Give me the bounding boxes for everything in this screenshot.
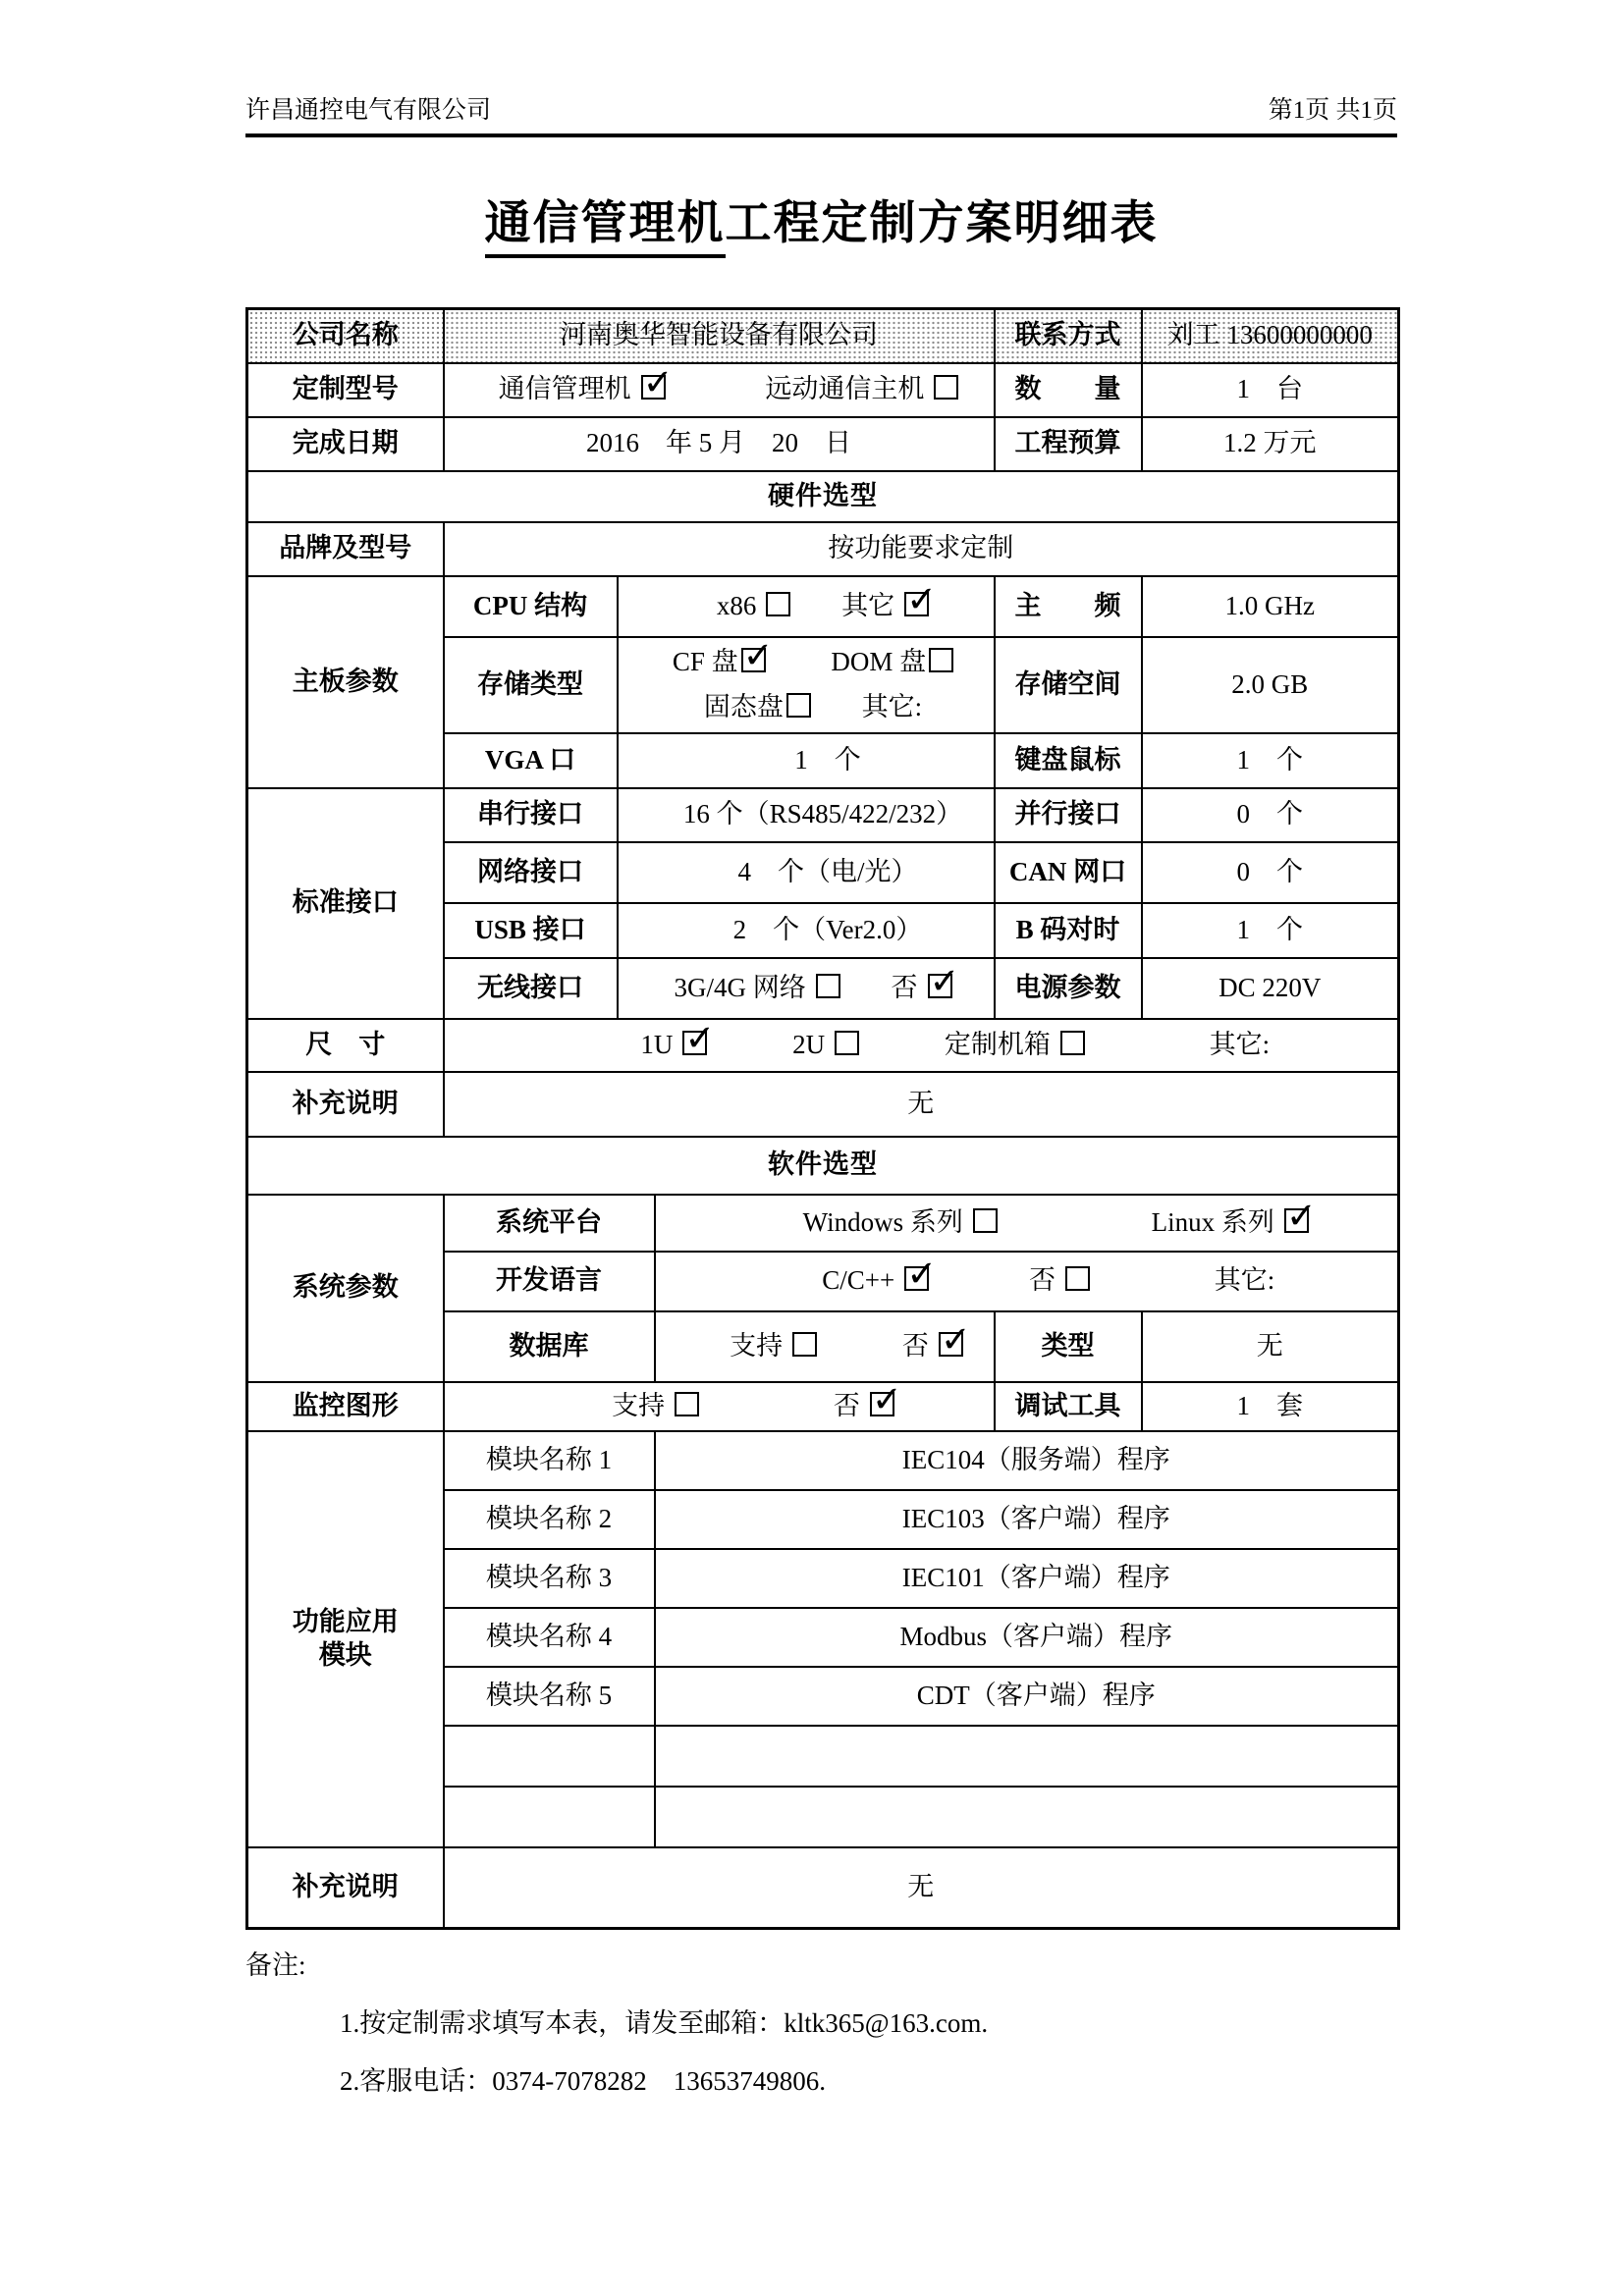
model-option2-checkbox-unchecked [934, 375, 958, 400]
title-rest-part: 工程定制方案明细表 [725, 198, 1159, 249]
row-platform [247, 1195, 1399, 1252]
cell-module7-name [444, 1787, 655, 1847]
func-group-label-line2: 模块 [318, 1639, 372, 1670]
cpu-option-other-label: 其它 [841, 590, 895, 620]
cell-module5-name: 模块名称 5 [444, 1667, 655, 1726]
model-option1-checkbox-checked [641, 362, 674, 404]
cell-space-label: 存储空间 [995, 637, 1142, 733]
row-software-section [247, 1137, 1399, 1195]
cpu-option-x86-label: x86 [716, 590, 757, 620]
cell-kb-value: 1 个 [1142, 733, 1399, 788]
cell-db-label: 数据库 [444, 1311, 655, 1382]
check-mark-icon: ✓ [929, 959, 960, 1002]
cell-company-value: 河南奥华智能设备有限公司 [444, 309, 995, 363]
cell-lang-options [655, 1252, 1399, 1311]
cell-func-group-label [247, 1431, 444, 1847]
cell-can-value: 0 个 [1142, 842, 1399, 903]
cell-power-value: DC 220V [1142, 958, 1399, 1019]
row-module-1 [247, 1431, 1399, 1490]
cell-monitor-label: 监控图形 [247, 1382, 444, 1431]
monitor-option-no-checkbox-checked [870, 1381, 902, 1420]
software-section-title: 软件选型 [247, 1137, 1399, 1195]
cell-space-value: 2.0 GB [1142, 637, 1399, 733]
cell-module3-value: IEC101（客户端）程序 [655, 1549, 1399, 1608]
check-mark-icon: ✓ [871, 1381, 902, 1420]
cell-brand-label: 品牌及型号 [247, 522, 444, 576]
row-hardware-section [247, 471, 1399, 522]
cell-model-options [444, 363, 995, 417]
check-mark-icon: ✓ [940, 1317, 971, 1361]
cell-monitor-options [444, 1382, 995, 1431]
size-option-2u-label: 2U [792, 1029, 826, 1059]
storage-option-other-label: 其它: [861, 691, 923, 721]
storage-option-ssd-checkbox-unchecked [786, 693, 811, 718]
check-mark-icon: ✓ [642, 362, 674, 404]
cell-module4-name: 模块名称 4 [444, 1608, 655, 1667]
check-mark-icon: ✓ [906, 577, 938, 620]
cell-company-label: 公司名称 [247, 309, 444, 363]
cell-module6-name [444, 1726, 655, 1787]
cell-brand-value: 按功能要求定制 [444, 522, 1399, 576]
hardware-section-title: 硬件选型 [247, 471, 1399, 522]
cell-db-type-label: 类型 [995, 1311, 1142, 1382]
storage-option-ssd-label: 固态盘 [703, 691, 784, 721]
cell-bcode-label: B 码对时 [995, 903, 1142, 958]
cell-parallel-value: 0 个 [1142, 788, 1399, 842]
lang-option-no-checkbox-unchecked [1065, 1266, 1090, 1291]
cell-parallel-label: 并行接口 [995, 788, 1142, 842]
storage-option-dom-checkbox-unchecked [929, 648, 953, 672]
footer-notes [245, 1944, 1397, 2098]
cpu-option-x86-checkbox-unchecked [766, 592, 790, 616]
note-line-1: 1.按定制需求填写本表，请发至邮箱：kltk365@163.com. [340, 2008, 989, 2038]
lang-option-no-label: 否 [1029, 1265, 1056, 1296]
cell-net-value: 4 个（电/光） [618, 842, 995, 903]
cell-usb-value: 2 个（Ver2.0） [618, 903, 995, 958]
cell-cpu-label: CPU 结构 [444, 576, 618, 637]
cell-kb-label: 键盘鼠标 [995, 733, 1142, 788]
cell-module5-value: CDT（客户端）程序 [655, 1667, 1399, 1726]
cell-net-label: 网络接口 [444, 842, 618, 903]
row-serial [247, 788, 1399, 842]
cell-wireless-label: 无线接口 [444, 958, 618, 1019]
cell-size-label: 尺 寸 [247, 1019, 444, 1072]
cell-db-options [655, 1311, 995, 1382]
lang-option-c-checkbox-checked [904, 1253, 938, 1296]
size-option-other-label: 其它: [1209, 1029, 1271, 1059]
cell-module1-name: 模块名称 1 [444, 1431, 655, 1490]
cell-sw-remark-label: 补充说明 [247, 1847, 444, 1929]
storage-option-dom-label: DOM 盘 [831, 646, 927, 676]
row-size [247, 1019, 1399, 1072]
row-monitor [247, 1382, 1399, 1431]
notes-label: 备注: [245, 1950, 306, 1980]
note-line-2: 2.客服电话：0374-7078282 13653749806. [340, 2066, 826, 2096]
row-company [247, 309, 1399, 363]
check-mark-icon: ✓ [742, 636, 774, 676]
model-option1-label: 通信管理机 [498, 374, 631, 404]
header-company-name: 许昌通控电气有限公司 [245, 97, 492, 124]
cell-stdif-group-label: 标准接口 [247, 788, 444, 1019]
row-hardware-remark [247, 1072, 1399, 1137]
storage-option-cf-label: CF 盘 [672, 646, 738, 676]
cell-lang-label: 开发语言 [444, 1252, 655, 1311]
wireless-option-3g4g-checkbox-unchecked [816, 974, 840, 998]
size-option-custom-checkbox-unchecked [1060, 1031, 1085, 1055]
cell-serial-label: 串行接口 [444, 788, 618, 842]
check-mark-icon: ✓ [1285, 1194, 1317, 1237]
cell-module3-name: 模块名称 3 [444, 1549, 655, 1608]
cpu-option-other-checkbox-checked [904, 577, 938, 620]
cell-model-label: 定制型号 [247, 363, 444, 417]
cell-storage-label: 存储类型 [444, 637, 618, 733]
cell-quantity-value: 1 台 [1142, 363, 1399, 417]
document-title [245, 187, 1397, 252]
cell-budget-value: 1.2 万元 [1142, 417, 1399, 471]
row-software-remark [247, 1847, 1399, 1929]
wireless-option-no-label: 否 [891, 972, 918, 1002]
size-option-1u-label: 1U [640, 1029, 674, 1059]
cell-bcode-value: 1 个 [1142, 903, 1399, 958]
platform-option-windows-label: Windows 系列 [802, 1206, 963, 1237]
check-mark-icon: ✓ [684, 1018, 716, 1059]
cell-power-label: 电源参数 [995, 958, 1142, 1019]
row-date [247, 417, 1399, 471]
model-option2-label: 远动通信主机 [765, 374, 925, 404]
lang-option-c-label: C/C++ [822, 1265, 895, 1296]
wireless-option-no-checkbox-checked [928, 959, 960, 1002]
cell-date-label: 完成日期 [247, 417, 444, 471]
cell-serial-value: 16 个（RS485/422/232） [618, 788, 995, 842]
monitor-option-support-checkbox-unchecked [675, 1392, 699, 1416]
size-option-custom-label: 定制机箱 [944, 1029, 1051, 1059]
cell-vga-label: VGA 口 [444, 733, 618, 788]
db-option-no-checkbox-checked [939, 1317, 971, 1361]
cell-freq-value: 1.0 GHz [1142, 576, 1399, 637]
cell-date-value: 2016 年 5 月 20 日 [444, 417, 995, 471]
cell-contact-value: 刘工 13600000000 [1142, 309, 1399, 363]
cell-module1-value: IEC104（服务端）程序 [655, 1431, 1399, 1490]
check-mark-icon: ✓ [906, 1253, 938, 1296]
size-option-1u-checkbox-checked [682, 1018, 716, 1059]
cell-size-options [444, 1019, 1399, 1072]
wireless-option-3g4g-label: 3G/4G 网络 [674, 972, 806, 1002]
cell-budget-label: 工程预算 [995, 417, 1142, 471]
cell-db-type-value: 无 [1142, 1311, 1399, 1382]
cell-platform-label: 系统平台 [444, 1195, 655, 1252]
row-brand [247, 522, 1399, 576]
cell-freq-label: 主 频 [995, 576, 1142, 637]
cell-quantity-label: 数 量 [995, 363, 1142, 417]
cell-hw-remark-value: 无 [444, 1072, 1399, 1137]
cell-can-label: CAN 网口 [995, 842, 1142, 903]
cell-module7-value [655, 1787, 1399, 1847]
cell-hw-remark-label: 补充说明 [247, 1072, 444, 1137]
cell-mainboard-group-label: 主板参数 [247, 576, 444, 788]
title-underlined-part: 通信管理机 [485, 198, 726, 258]
cell-contact-label: 联系方式 [995, 309, 1142, 363]
monitor-option-support-label: 支持 [612, 1390, 666, 1420]
db-option-support-checkbox-unchecked [792, 1332, 817, 1357]
header-page-number: 第1页 共1页 [1268, 97, 1397, 124]
cell-vga-value: 1 个 [618, 733, 995, 788]
cell-sw-remark-value: 无 [444, 1847, 1399, 1929]
cell-usb-label: USB 接口 [444, 903, 618, 958]
cell-sys-group-label: 系统参数 [247, 1195, 444, 1382]
monitor-option-no-label: 否 [833, 1390, 860, 1420]
spec-form-table [245, 307, 1400, 1930]
storage-option-cf-checkbox-checked [741, 636, 774, 676]
page-header [245, 90, 1397, 137]
platform-option-linux-checkbox-checked [1284, 1194, 1317, 1237]
func-group-label-line1: 功能应用 [292, 1606, 399, 1636]
cell-debug-value: 1 套 [1142, 1382, 1399, 1431]
cell-debug-label: 调试工具 [995, 1382, 1142, 1431]
cell-module6-value [655, 1726, 1399, 1787]
db-option-no-label: 否 [901, 1330, 929, 1361]
cell-module2-value: IEC103（客户端）程序 [655, 1490, 1399, 1549]
cell-wireless-options [618, 958, 995, 1019]
cell-module2-name: 模块名称 2 [444, 1490, 655, 1549]
row-model [247, 363, 1399, 417]
cell-cpu-options [618, 576, 995, 637]
db-option-support-label: 支持 [730, 1330, 784, 1361]
lang-option-other-label: 其它: [1214, 1265, 1275, 1296]
row-cpu [247, 576, 1399, 637]
platform-option-windows-checkbox-unchecked [973, 1208, 998, 1233]
cell-module4-value: Modbus（客户端）程序 [655, 1608, 1399, 1667]
platform-option-linux-label: Linux 系列 [1151, 1206, 1274, 1237]
cell-platform-options [655, 1195, 1399, 1252]
cell-storage-options [618, 637, 995, 733]
size-option-2u-checkbox-unchecked [835, 1031, 859, 1055]
